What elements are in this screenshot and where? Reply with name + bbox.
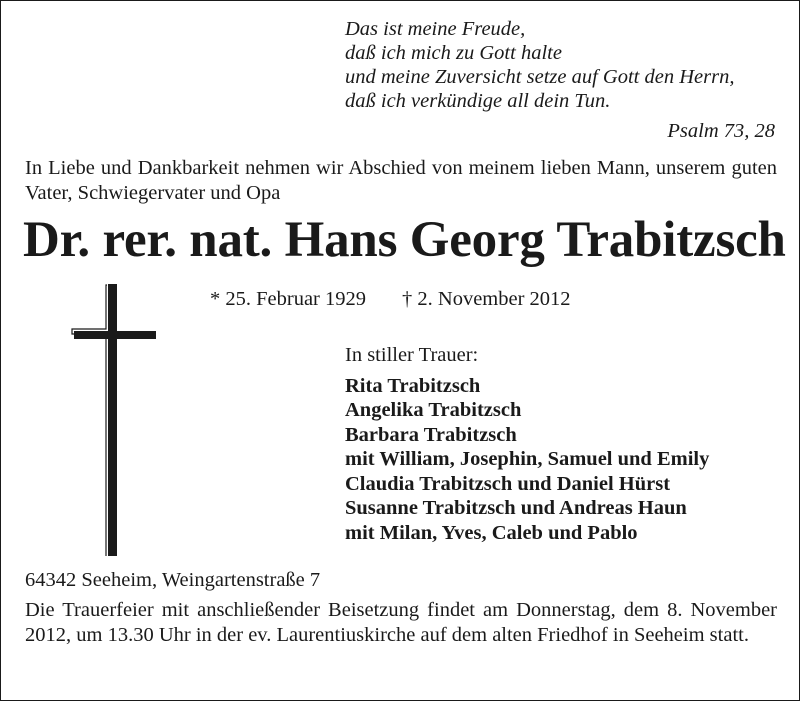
mourner-entry: mit Milan, Yves, Caleb und Pablo bbox=[345, 521, 638, 544]
cross-icon bbox=[71, 284, 157, 556]
deceased-name: Dr. rer. nat. Hans Georg Trabitzsch bbox=[23, 212, 786, 268]
mourner-entry: Barbara Trabitzsch bbox=[345, 423, 517, 446]
verse-reference: Psalm 73, 28 bbox=[667, 120, 775, 142]
mourners-block bbox=[345, 343, 709, 545]
bible-verse bbox=[345, 17, 775, 113]
life-dates bbox=[210, 286, 571, 312]
mourning-label: In stiller Trauer: bbox=[345, 344, 479, 366]
verse-line: und meine Zuversicht setze auf Gott den Herrn, bbox=[345, 66, 735, 88]
mourner-entry: Rita Trabitzsch bbox=[345, 374, 481, 397]
birth-date: * 25. Februar 1929 bbox=[210, 288, 367, 310]
mourner-entry: Susanne Trabitzsch und Andreas Haun bbox=[345, 497, 687, 519]
funeral-details: Die Trauerfeier mit anschließender Beisetzung findet am Donnerstag, dem 8. November 2012, um 13.30 Uhr in der ev. Laurentiuskirche auf dem alten Friedhof in Seeheim statt. bbox=[25, 599, 777, 646]
farewell-intro: In Liebe und Dankbarkeit nehmen wir Abschied von meinem lieben Mann, unserem guten Vater, Schwiegervater und Opa bbox=[25, 157, 777, 204]
verse-line: daß ich mich zu Gott halte bbox=[345, 42, 562, 64]
mourner-entry: Angelika Trabitzsch bbox=[345, 399, 522, 421]
verse-line: daß ich verkündige all dein Tun. bbox=[345, 90, 611, 112]
death-date: † 2. November 2012 bbox=[402, 288, 571, 310]
verse-line: Das ist meine Freude, bbox=[345, 18, 526, 40]
family-address: 64342 Seeheim, Weingartenstraße 7 bbox=[25, 569, 321, 591]
mourner-entry: mit William, Josephin, Samuel und Emily bbox=[345, 448, 710, 470]
mourner-entry: Claudia Trabitzsch und Daniel Hürst bbox=[345, 472, 671, 495]
